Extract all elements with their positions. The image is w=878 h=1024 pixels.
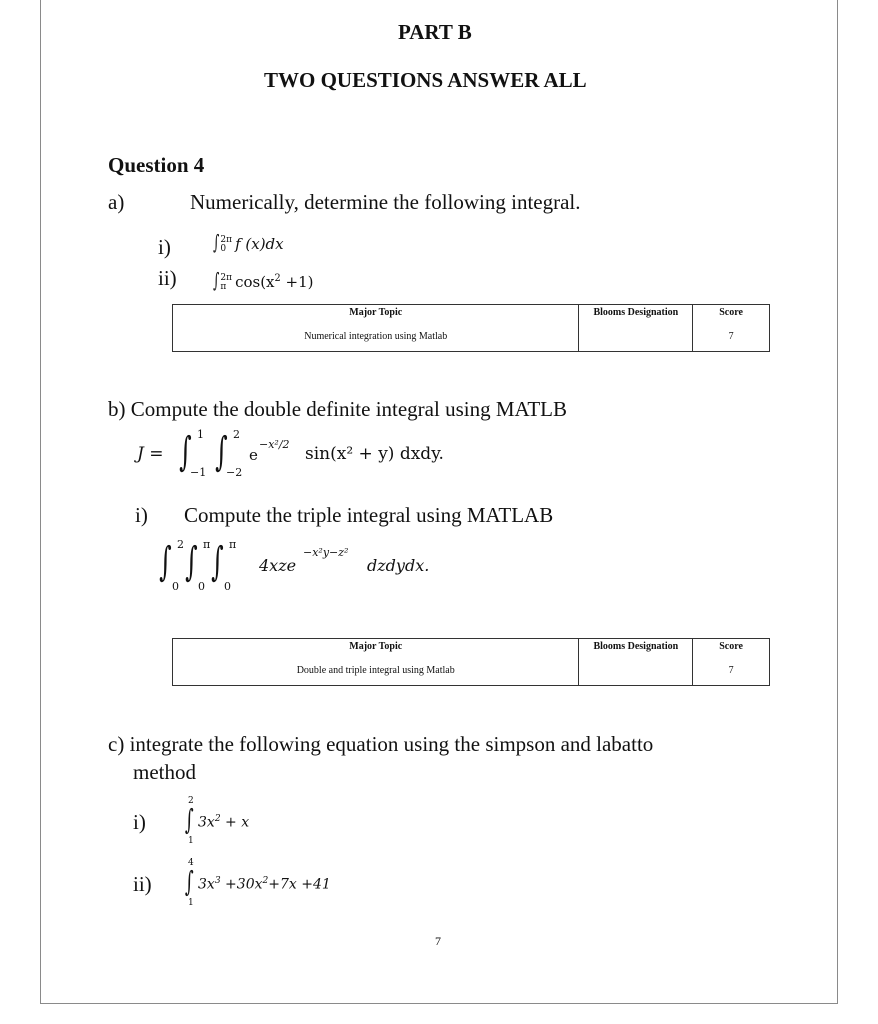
part-a-label: a) (108, 190, 125, 214)
table-cell-score: 7 (693, 655, 770, 686)
part-c-prompt-line1: c) integrate the following equation using the simpson and labatto (108, 732, 654, 756)
part-b-sub-label: i) (135, 503, 148, 527)
part-a-item-label: ii) (158, 266, 177, 290)
part-b-sub-prompt: Compute the triple integral using MATLAB (184, 503, 554, 527)
instruction-title: TWO QUESTIONS ANSWER ALL (264, 68, 587, 92)
table-cell-topic: Numerical integration using Matlab (173, 321, 579, 352)
table-header: Major Topic (173, 305, 579, 322)
part-title: PART B (398, 20, 472, 44)
part-a-prompt: Numerically, determine the following integral. (190, 190, 581, 214)
table-header: Major Topic (173, 639, 579, 656)
part-c-prompt-line2: method (133, 760, 196, 784)
table-cell-blooms (579, 655, 693, 686)
integral-c-ii: 4 ∫ 1 $3x^3 +30x^2+7x +41$ (184, 858, 331, 908)
integral-a-ii: ∫ 2π π $\cos(x^2 +1)$ (213, 268, 314, 292)
page-number: 7 (435, 934, 441, 948)
table-cell-blooms (579, 321, 693, 352)
double-integral-equation: J = ∫ 1 −1 ∫ 2 −2 e −x²/2 sin(x² + y) dxdy. (137, 428, 444, 479)
table-header: Score (693, 305, 770, 322)
page-border (40, 0, 838, 1004)
table-header: Blooms Designation (579, 639, 693, 656)
part-c-item-label: i) (133, 810, 146, 834)
part-c-item-label: ii) (133, 872, 152, 896)
part-a-item-label: i) (158, 235, 171, 259)
triple-integral-equation: ∫ 2 0 ∫ π 0 ∫ π 0 4xze −x²y−z² dzdydx. (159, 538, 430, 593)
part-b-prompt: b) Compute the double definite integral using MATLB (108, 397, 568, 421)
integral-a-i: ∫ 2π 0 f (x)dx (213, 230, 284, 254)
question-title: Question 4 (108, 153, 205, 177)
table-cell-topic: Double and triple integral using Matlab (173, 655, 579, 686)
integral-c-i: 2 ∫ 1 $3x^2 + x$ (184, 796, 250, 846)
topic-table-b (172, 638, 770, 686)
topic-table-a (172, 304, 770, 352)
table-header: Score (693, 639, 770, 656)
table-header: Blooms Designation (579, 305, 693, 322)
table-cell-score: 7 (693, 321, 770, 352)
